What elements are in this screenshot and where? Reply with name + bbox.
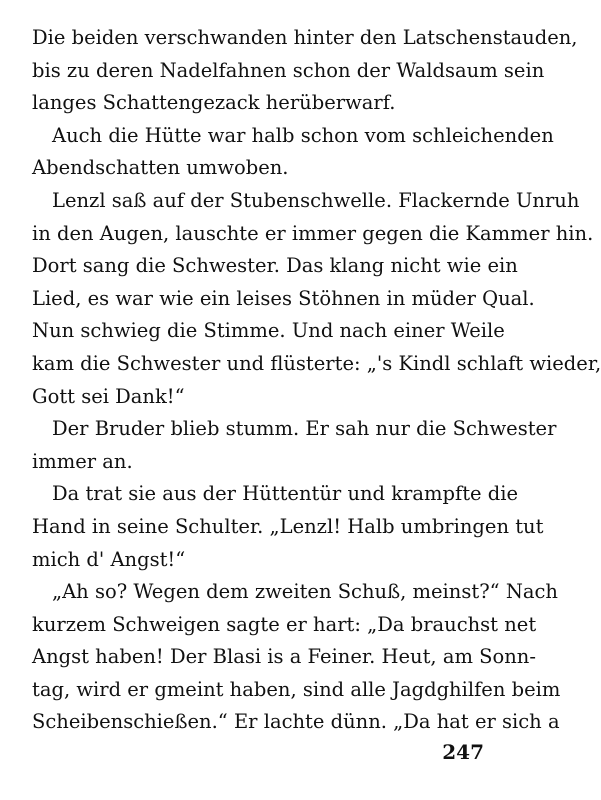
page-number: 247 [442, 740, 484, 764]
text-line: Lenzl saß auf der Stubenschwelle. Flackernde Unruh [52, 188, 580, 212]
text-line: kurzem Schweigen sagte er hart: „Da brauchst net [32, 612, 537, 636]
text-line: Scheibenschießen.“ Er lachte dünn. „Da hat er sich a [32, 710, 560, 734]
text-line: mich d' Angst!“ [32, 547, 186, 571]
text-line: Dort sang die Schwester. Das klang nicht wie ein [32, 254, 518, 278]
text-line: in den Augen, lauschte er immer gegen die Kammer hin. [32, 221, 594, 245]
text-line: Abendschatten umwoben. [32, 156, 289, 180]
text-line: Hand in seine Schulter. „Lenzl! Halb umbringen tut [32, 514, 544, 538]
body-text [32, 22, 601, 739]
text-line: Da trat sie aus der Hüttentür und krampfte die [52, 482, 519, 506]
text-line: Angst haben! Der Blasi is a Feiner. Heut, am Sonn- [32, 645, 536, 669]
text-line: Der Bruder blieb stumm. Er sah nur die Schwester [52, 417, 557, 441]
text-line: Nun schwieg die Stimme. Und nach einer Weile [32, 319, 505, 343]
text-line: „Ah so? Wegen dem zweiten Schuß, meinst?“ Nach [52, 580, 558, 604]
text-line: bis zu deren Nadelfahnen schon der Waldsaum sein [32, 58, 545, 82]
text-line: Lied, es war wie ein leises Stöhnen in müder Qual. [32, 286, 535, 310]
text-line: kam die Schwester und flüsterte: „'s Kindl schlaft wieder, [32, 351, 601, 375]
text-line: Gott sei Dank!“ [32, 384, 185, 408]
text-line: Auch die Hütte war halb schon vom schleichenden [52, 123, 554, 147]
text-line: Die beiden verschwanden hinter den Latschenstauden, [32, 26, 578, 49]
text-line: tag, wird er gmeint haben, sind alle Jagdghilfen beim [32, 677, 561, 701]
text-line: immer an. [32, 449, 133, 473]
text-line: langes Schattengezack herüberwarf. [32, 91, 396, 115]
